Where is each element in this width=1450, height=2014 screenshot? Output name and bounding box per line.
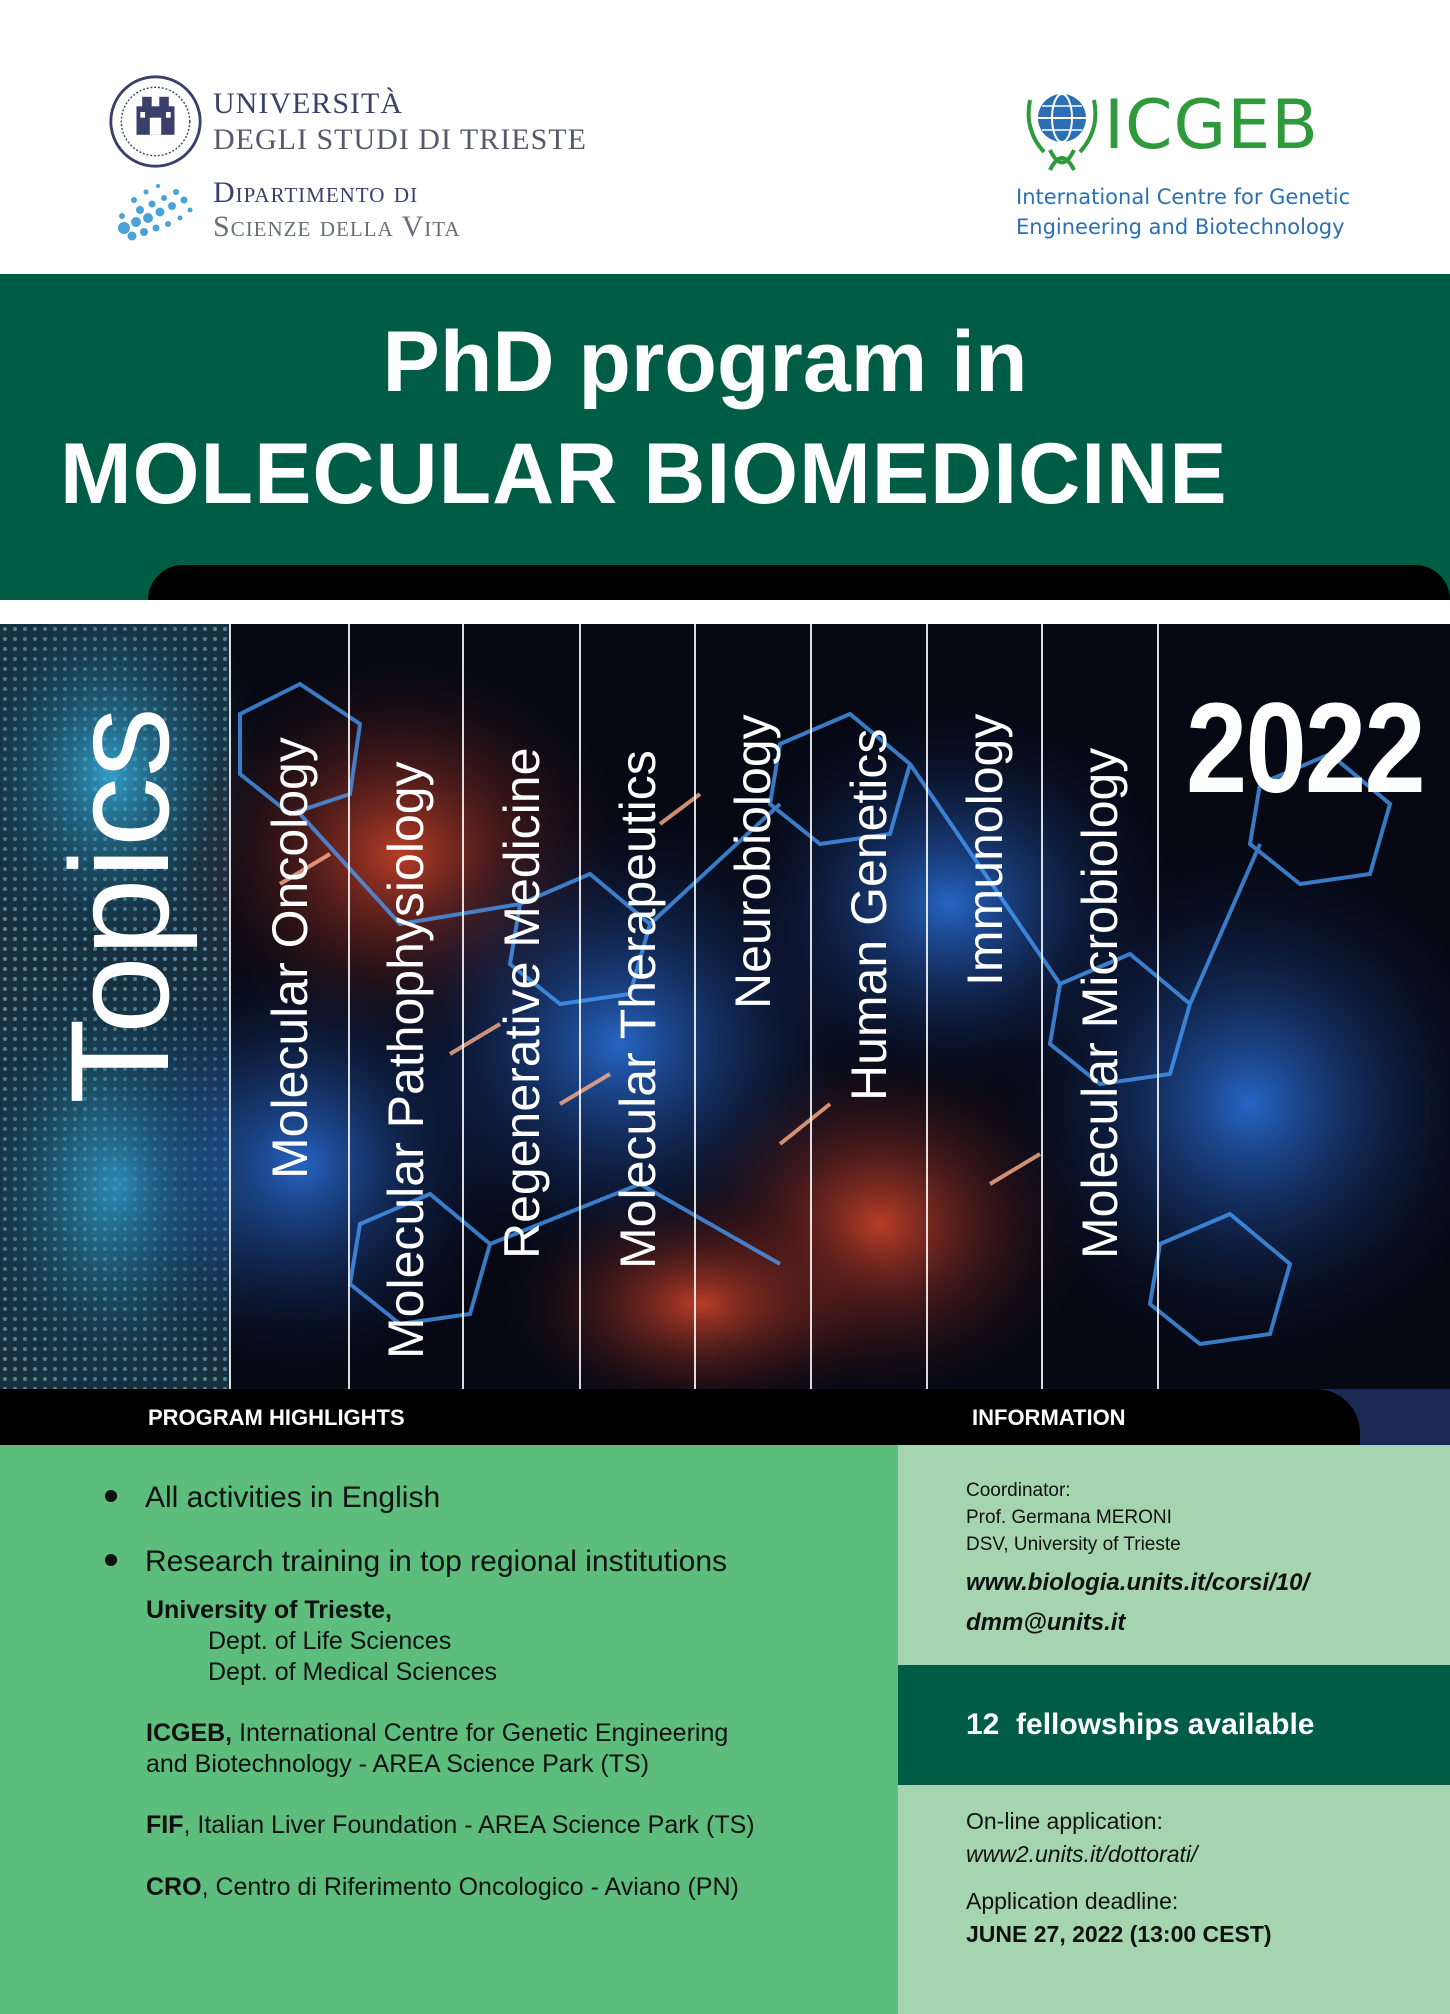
department-name	[213, 176, 461, 244]
application-url[interactable]: www2.units.it/dottorati/	[966, 1841, 1198, 1867]
coordinator-name: Prof. Germana MERONI	[966, 1507, 1172, 1528]
bullet-text: Research training in top regional institutions	[145, 1545, 727, 1578]
bullet-dot-icon	[105, 1554, 117, 1566]
application-label: On-line application:	[966, 1808, 1163, 1834]
bullet-dot-icon	[105, 1490, 117, 1502]
department-logo-icon	[114, 178, 198, 244]
institution-dept: Dept. of Life Sciences	[208, 1627, 452, 1655]
institution-text: , Italian Liver Foundation - AREA Science Park (TS)	[183, 1811, 755, 1839]
institution-dept: Dept. of Medical Sciences	[208, 1658, 498, 1686]
institution-university-of-trieste	[146, 1595, 497, 1688]
coordinator-label: Coordinator:	[966, 1480, 1071, 1501]
program-highlights-heading: PROGRAM HIGHLIGHTS	[148, 1405, 405, 1430]
topic-molecular-pathophysiology: Molecular Pathophysiology	[378, 761, 434, 1359]
year: 2022	[1186, 677, 1425, 820]
institution-text: International Centre for Genetic Engineering	[232, 1719, 729, 1747]
topics-heading: Topics	[41, 707, 198, 1104]
bullet-item	[105, 1542, 727, 1582]
institution-text: , Centro di Riferimento Oncologico - Aviano (PN)	[201, 1873, 739, 1901]
icgeb-full-line2: Engineering and Biotechnology	[1016, 215, 1345, 239]
icgeb-full-line1: International Centre for Genetic	[1016, 185, 1351, 209]
application-panel	[898, 1785, 1450, 2014]
department-name-line2: Scienze della Vita	[213, 210, 461, 243]
title-decorative-tab	[148, 565, 1450, 600]
topic-human-genetics: Human Genetics	[841, 728, 897, 1101]
information-panel	[898, 1445, 1450, 1665]
topic-slot	[696, 624, 810, 1389]
fellowships-text: 12 fellowships available	[966, 1708, 1315, 1741]
topic-slot	[928, 624, 1041, 1389]
topic-divider	[1157, 624, 1159, 1389]
university-name-line1: UNIVERSITÀ	[213, 87, 403, 120]
institution-name: University of Trieste,	[146, 1596, 392, 1624]
section-header-bar	[0, 1389, 1450, 1445]
topic-neurobiology: Neurobiology	[725, 714, 781, 1009]
coordinator-affiliation: DSV, University of Trieste	[966, 1534, 1181, 1555]
bullet-text: All activities in English	[145, 1481, 441, 1514]
topic-slot	[812, 624, 926, 1389]
bullet-item	[105, 1478, 440, 1518]
institution-icgeb	[146, 1718, 728, 1780]
institution-name: ICGEB,	[146, 1719, 233, 1747]
title-band	[0, 274, 1450, 600]
department-name-line1: Dipartimento di	[213, 176, 419, 209]
institution-name: FIF	[146, 1811, 184, 1839]
topic-slot	[350, 624, 462, 1389]
website-link[interactable]: www.biologia.units.it/corsi/10/	[966, 1569, 1310, 1596]
topics-band	[0, 624, 1450, 1389]
topic-slot	[464, 624, 579, 1389]
fellowships-band	[898, 1665, 1450, 1785]
title-line1: PhD program in	[382, 314, 1028, 410]
topic-molecular-microbiology: Molecular Microbiology	[1072, 747, 1128, 1259]
institution-fif	[146, 1810, 755, 1841]
university-name-line2: DEGLI STUDI DI TRIESTE	[213, 123, 587, 156]
header	[0, 0, 1450, 274]
title-line2: MOLECULAR BIOMEDICINE	[60, 426, 1228, 522]
institution-text: and Biotechnology - AREA Science Park (TS)	[146, 1750, 650, 1778]
topic-immunology: Immunology	[956, 713, 1013, 986]
topic-slot	[581, 624, 694, 1389]
university-name	[213, 86, 587, 158]
topic-regenerative-medicine: Regenerative Medicine	[493, 747, 550, 1259]
icgeb-emblem-icon	[1022, 80, 1102, 175]
topic-molecular-therapeutics: Molecular Therapeutics	[609, 750, 666, 1269]
institution-cro	[146, 1872, 739, 1903]
topic-molecular-oncology: Molecular Oncology	[261, 737, 318, 1179]
deadline-label: Application deadline:	[966, 1888, 1179, 1914]
program-highlights-panel	[0, 1445, 898, 2014]
email-link[interactable]: dmm@units.it	[966, 1609, 1126, 1636]
topic-slot	[231, 624, 348, 1389]
information-heading: INFORMATION	[972, 1405, 1126, 1430]
icgeb-acronym: ICGEB	[1104, 86, 1319, 165]
deadline-value: JUNE 27, 2022 (13:00 CEST)	[966, 1921, 1272, 1947]
icgeb-full-name	[1016, 182, 1350, 242]
topic-slot	[1043, 624, 1157, 1389]
university-seal-icon	[108, 74, 203, 169]
institution-name: CRO	[146, 1873, 202, 1901]
